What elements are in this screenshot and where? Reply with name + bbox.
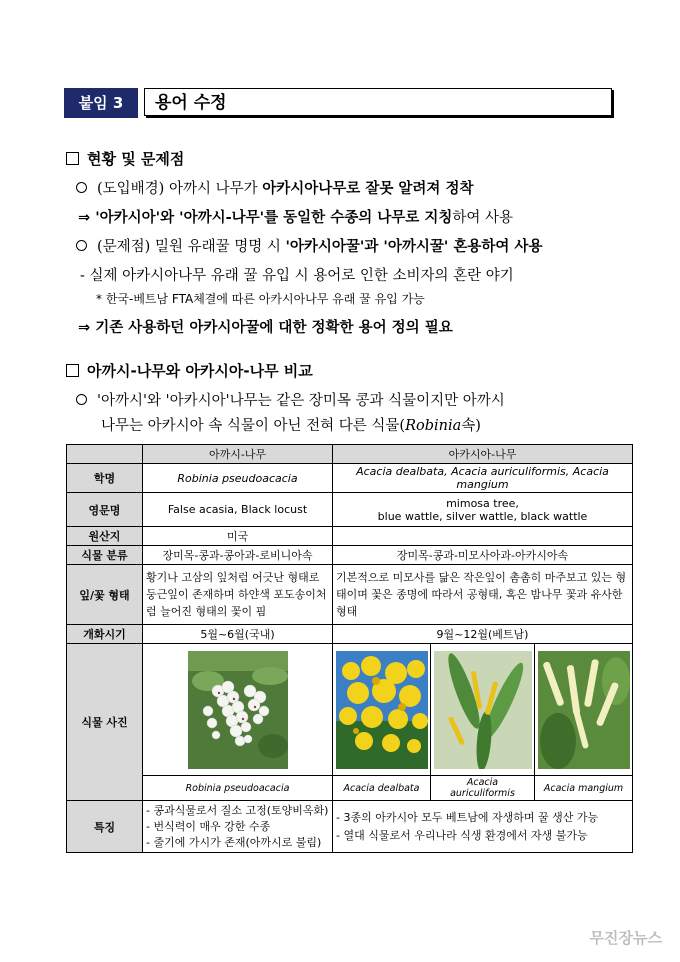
photo-mangium [535, 644, 633, 776]
caption-mangium: Acacia mangium [535, 776, 633, 801]
acacia-auriculiformis-image [434, 651, 532, 769]
list-item: - 번식력이 매우 강한 수종 [146, 819, 271, 833]
circle-bullet-icon [76, 394, 87, 405]
comparison-table [66, 444, 633, 853]
robinia-flower-image [188, 651, 288, 769]
caption-robinia: Robinia pseudoacacia [143, 776, 333, 801]
list-item: - 줄기에 가시가 존재(아까시로 불림) [146, 835, 322, 849]
list-item: - 열대 식물로서 우리나라 식생 환경에서 자생 불가능 [336, 828, 588, 842]
header-acacia-true: 아카시아-나무 [333, 445, 633, 464]
row-label-eng: 영문명 [67, 493, 143, 527]
leaf-a: 황기나 고삼의 잎처럼 어긋난 형태로 둥근잎이 존재하며 하얀색 포도송이처럼 늘어진 형태의 꽃이 핌 [143, 565, 333, 625]
section1-bullet-1: (도입배경) 아까시 나무가 아카시아나무로 잘못 알려져 정착 [76, 177, 473, 198]
photo-dealbata [333, 644, 431, 776]
origin-a: 미국 [143, 527, 333, 546]
header-acacia-false: 아까시-나무 [143, 445, 333, 464]
section1-note: * 한국-베트남 FTA체결에 따른 아카시아나무 유래 꿀 유입 가능 [96, 292, 425, 306]
table-row [67, 644, 633, 776]
acacia-dealbata-image [336, 651, 428, 769]
sci-name-b: Acacia dealbata, Acacia auriculiformis, Acacia mangium [333, 464, 633, 493]
section1-dash-1: - 실제 아카시아나무 유래 꿀 유입 시 용어로 인한 소비자의 혼란 야기 [80, 268, 514, 284]
section1-bullet-2: (문제점) 밀원 유래꿀 명명 시 '아카시아꿀'과 '아까시꿀' 혼용하여 사용 [76, 235, 542, 256]
origin-b [333, 527, 633, 546]
table-row [67, 546, 633, 565]
table-row [67, 493, 633, 527]
photo-robinia [143, 644, 333, 776]
eng-name-a: False acasia, Black locust [143, 493, 333, 527]
sci-name-a: Robinia pseudoacacia [143, 464, 333, 493]
section1-arrow-1: ⇒ '아카시아'와 '아까시-나무'를 동일한 수종의 나무로 지칭하여 사용 [78, 210, 514, 226]
table-row [67, 625, 633, 644]
row-label-class: 식물 분류 [67, 546, 143, 565]
row-label-feature: 특징 [67, 801, 143, 853]
row-label-leaf: 잎/꽃 형태 [67, 565, 143, 625]
eng-name-b: mimosa tree, blue wattle, silver wattle, black wattle [333, 493, 633, 527]
feature-b [333, 801, 633, 853]
leaf-b: 기본적으로 미모사를 닮은 작은잎이 촘촘히 마주보고 있는 형태이며 꽃은 종명에 따라서 공형태, 혹은 밤나무 꽃과 유사한 형태 [333, 565, 633, 625]
list-item: - 콩과식물로서 질소 고정(토양비옥화) [146, 803, 329, 817]
class-b: 장미목-콩과-미모사아과-아카시아속 [333, 546, 633, 565]
section2-heading: 아까시-나무와 아카시아-나무 비교 [66, 360, 313, 381]
table-row [67, 565, 633, 625]
bloom-b: 9월~12월(베트남) [333, 625, 633, 644]
section1-arrow-2: ⇒ 기존 사용하던 아카시아꿀에 대한 정확한 용어 정의 필요 [78, 320, 453, 336]
acacia-mangium-image [538, 651, 630, 769]
section2-bullet-1-cont: 나무는 아카시아 속 식물이 아닌 전혀 다른 식물(Robinia속) [101, 418, 481, 434]
list-item: - 3종의 아카시아 모두 베트남에 자생하며 꿀 생산 가능 [336, 810, 599, 824]
table-header-row [67, 445, 633, 464]
photo-auriculiformis [431, 644, 535, 776]
row-label-bloom: 개화시기 [67, 625, 143, 644]
caption-dealbata: Acacia dealbata [333, 776, 431, 801]
circle-bullet-icon [76, 182, 87, 193]
class-a: 장미목-콩과-콩아과-로비니아속 [143, 546, 333, 565]
square-bullet-icon [66, 152, 79, 165]
section2-bullet-1: '아까시'와 '아카시아'나무는 같은 장미목 콩과 식물이지만 아까시 [76, 389, 505, 410]
table-row [67, 776, 633, 801]
row-label-origin: 원산지 [67, 527, 143, 546]
appendix-title: 용어 수정 [144, 88, 612, 116]
caption-auriculiformis: Acacia auriculiformis [431, 776, 535, 801]
table-row [67, 527, 633, 546]
table-row [67, 801, 633, 853]
row-label-sci: 학명 [67, 464, 143, 493]
bloom-a: 5월~6월(국내) [143, 625, 333, 644]
feature-a [143, 801, 333, 853]
row-label-photo: 식물 사진 [67, 644, 143, 801]
appendix-badge: 붙임 3 [64, 88, 138, 118]
square-bullet-icon [66, 364, 79, 377]
table-row [67, 464, 633, 493]
watermark: 무진장뉴스 [589, 929, 662, 947]
header-empty-cell [67, 445, 143, 464]
section1-heading: 현황 및 문제점 [66, 148, 184, 169]
circle-bullet-icon [76, 240, 87, 251]
